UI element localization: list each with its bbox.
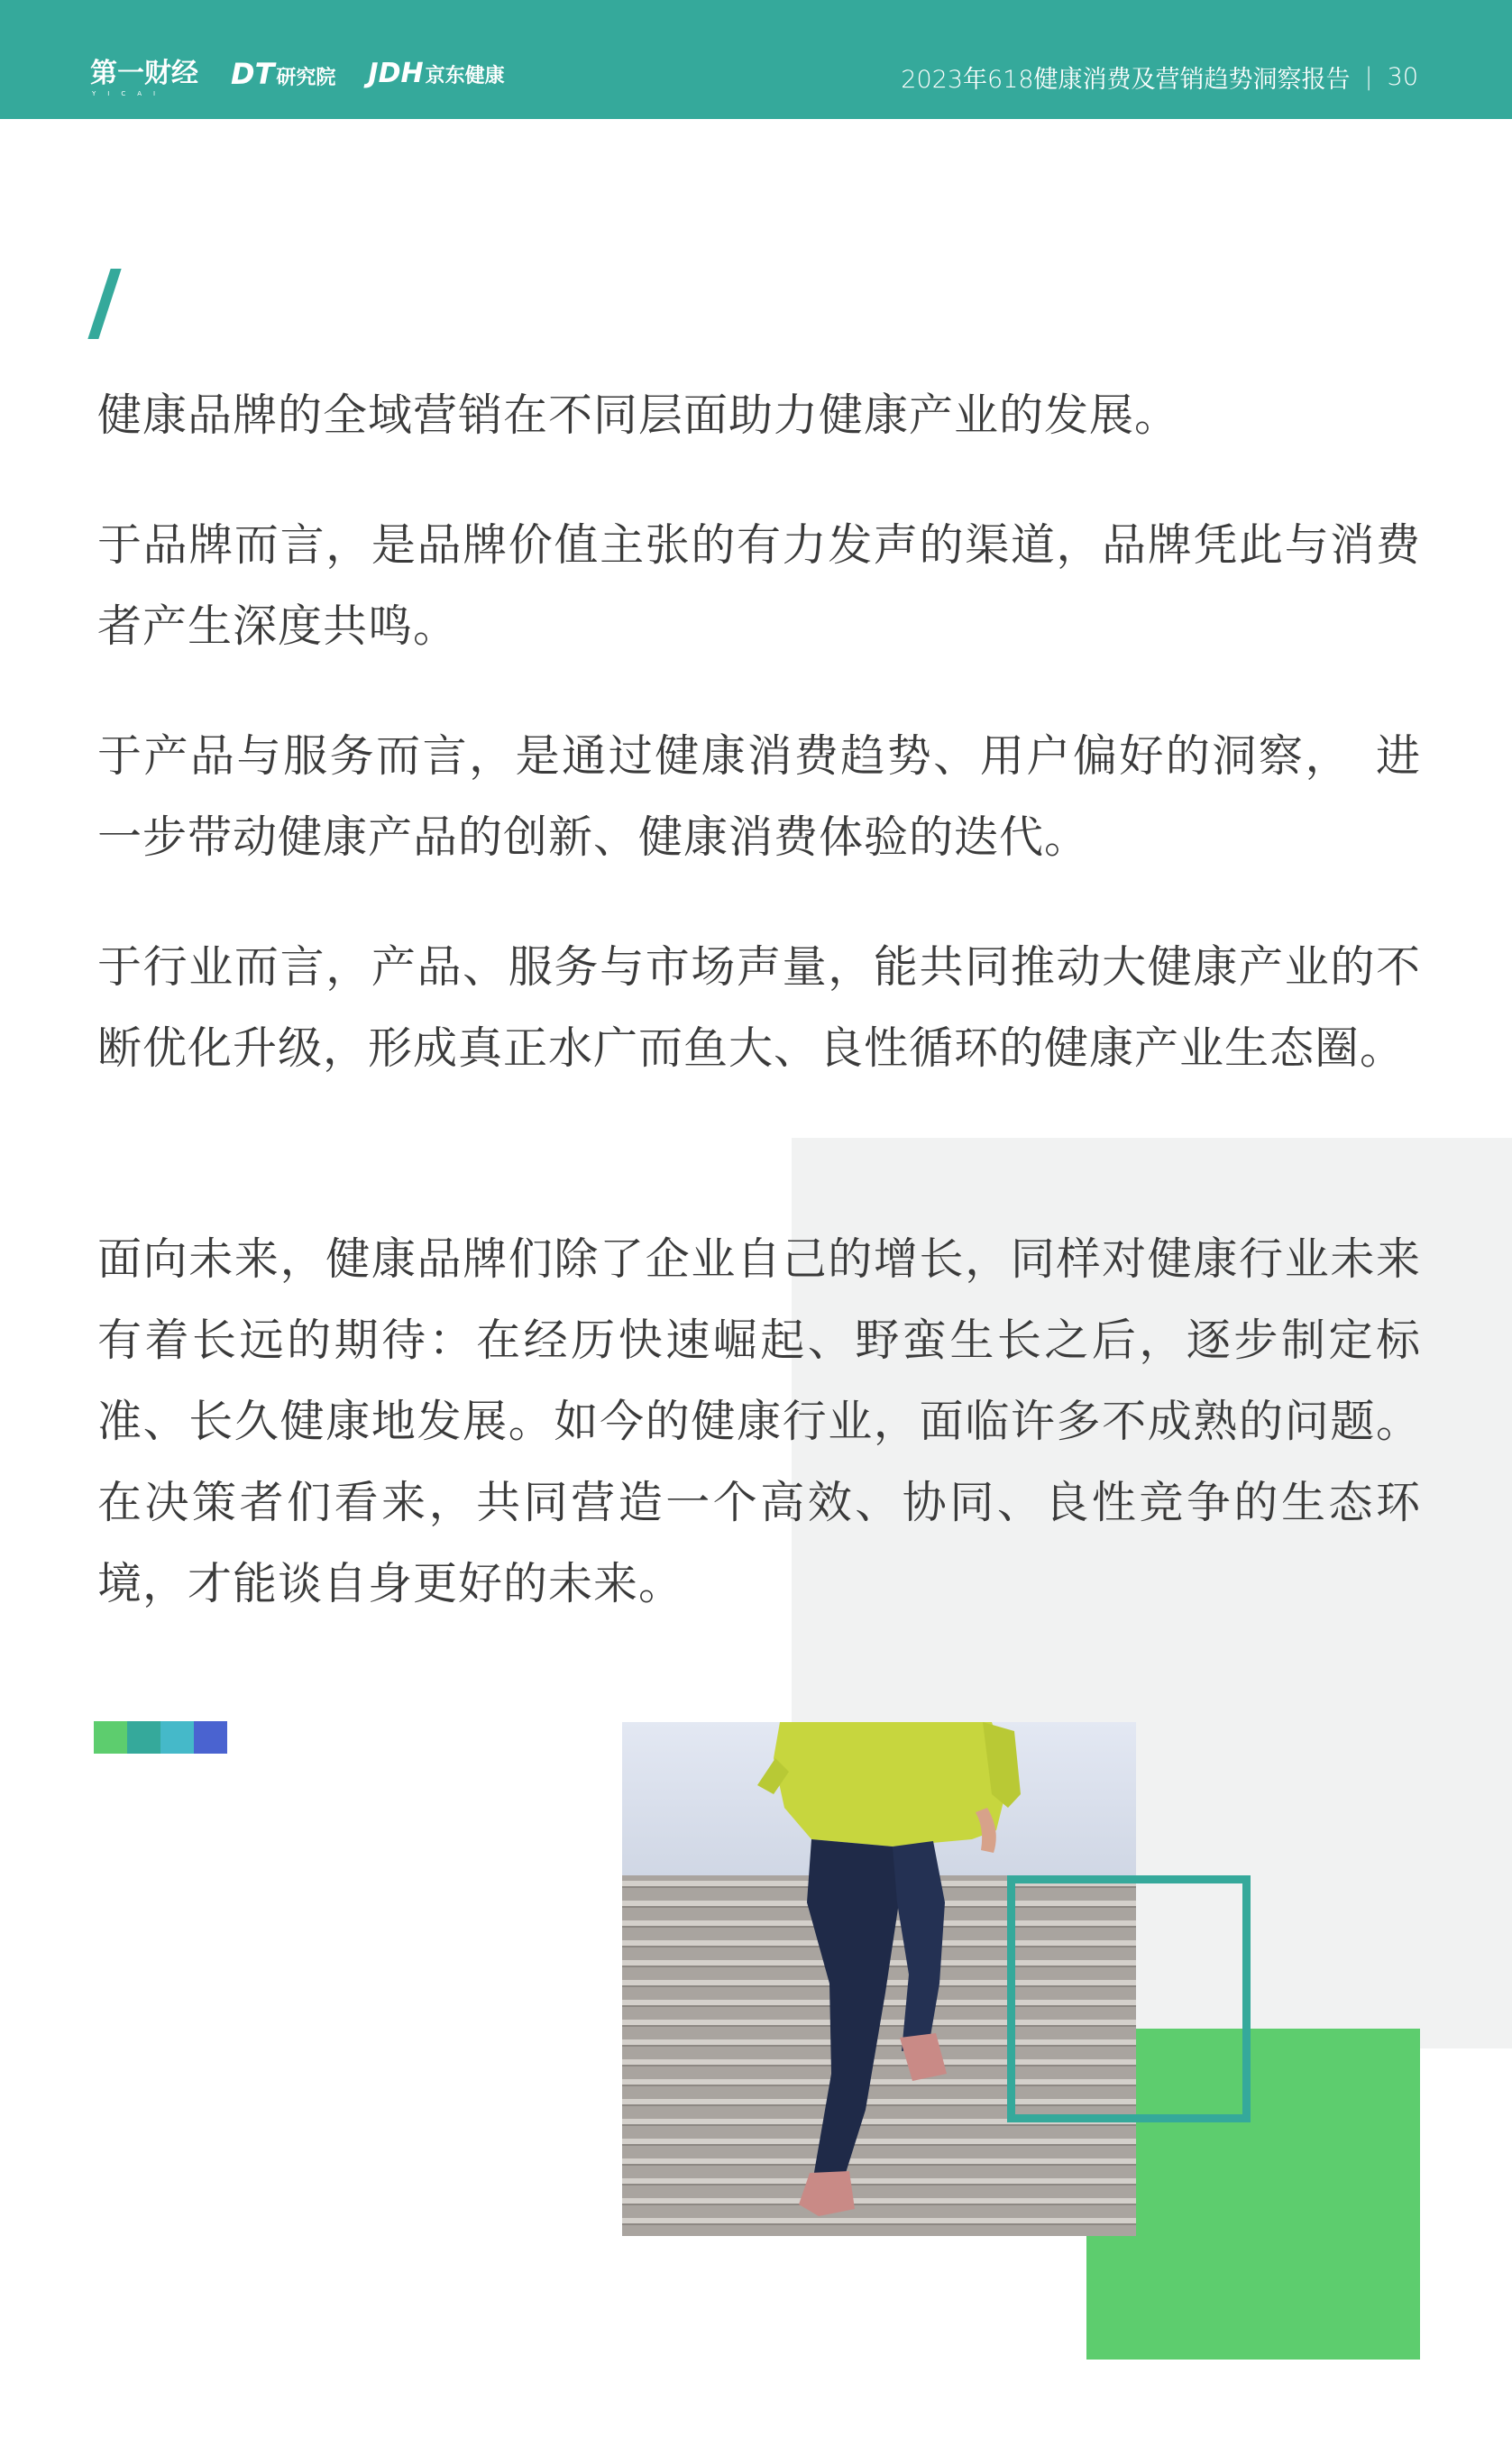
yicai-logo [90, 58, 198, 97]
strip-block-green [94, 1721, 127, 1754]
color-strip [94, 1721, 227, 1754]
report-meta [901, 60, 1418, 95]
yicai-logo-text: 第一财经 [90, 58, 198, 89]
strip-block-teal [127, 1721, 160, 1754]
dt-logo-subtext: 研究院 [276, 67, 336, 89]
partner-logos [90, 57, 505, 97]
paragraph-brand: 于品牌而言，是品牌价值主张的有力发声的渠道，品牌凭此与消费者产生深度共鸣。 [97, 519, 1421, 652]
section-slash-mark [87, 269, 121, 339]
dt-logo-text: DT [231, 57, 275, 91]
report-title: 2023年618健康消费及营销趋势洞察报告 [901, 66, 1351, 94]
paragraph-future: 面向未来，健康品牌们除了企业自己的增长，同样对健康行业未来有着长远的期待：在经历快速崛起、野蛮生长之后，逐步制定标准、长久健康地发展。如今的健康行业，面临许多不成熟的问题。在决策者们看来，共同营造一个高效、协同、良性竞争的生态环境，才能谈自身更好的未来。 [97, 1233, 1421, 1609]
dt-research-logo [231, 57, 336, 91]
paragraph-industry: 于行业而言，产品、服务与市场声量，能共同推动大健康产业的不断优化升级，形成真正水广而鱼大、良性循环的健康产业生态圈。 [97, 941, 1421, 1074]
jd-logo-text: JDH [368, 58, 424, 89]
page-header [0, 0, 1512, 119]
jd-logo-subtext: 京东健康 [425, 65, 505, 87]
jd-health-logo [368, 60, 504, 87]
header-separator: | [1364, 63, 1373, 91]
page-number: 30 [1387, 63, 1418, 91]
paragraph-product-service: 于产品与服务而言，是通过健康消费趋势、用户偏好的洞察， 进一步带动健康产品的创新、健康消费体验的迭代。 [97, 730, 1421, 863]
teal-outline-frame [1007, 1875, 1251, 2122]
paragraph-intro: 健康品牌的全域营销在不同层面助力健康产业的发展。 [97, 389, 1180, 441]
strip-block-blue [194, 1721, 227, 1754]
strip-block-cyan [160, 1721, 194, 1754]
yicai-logo-subtext: YICAI [92, 90, 168, 97]
